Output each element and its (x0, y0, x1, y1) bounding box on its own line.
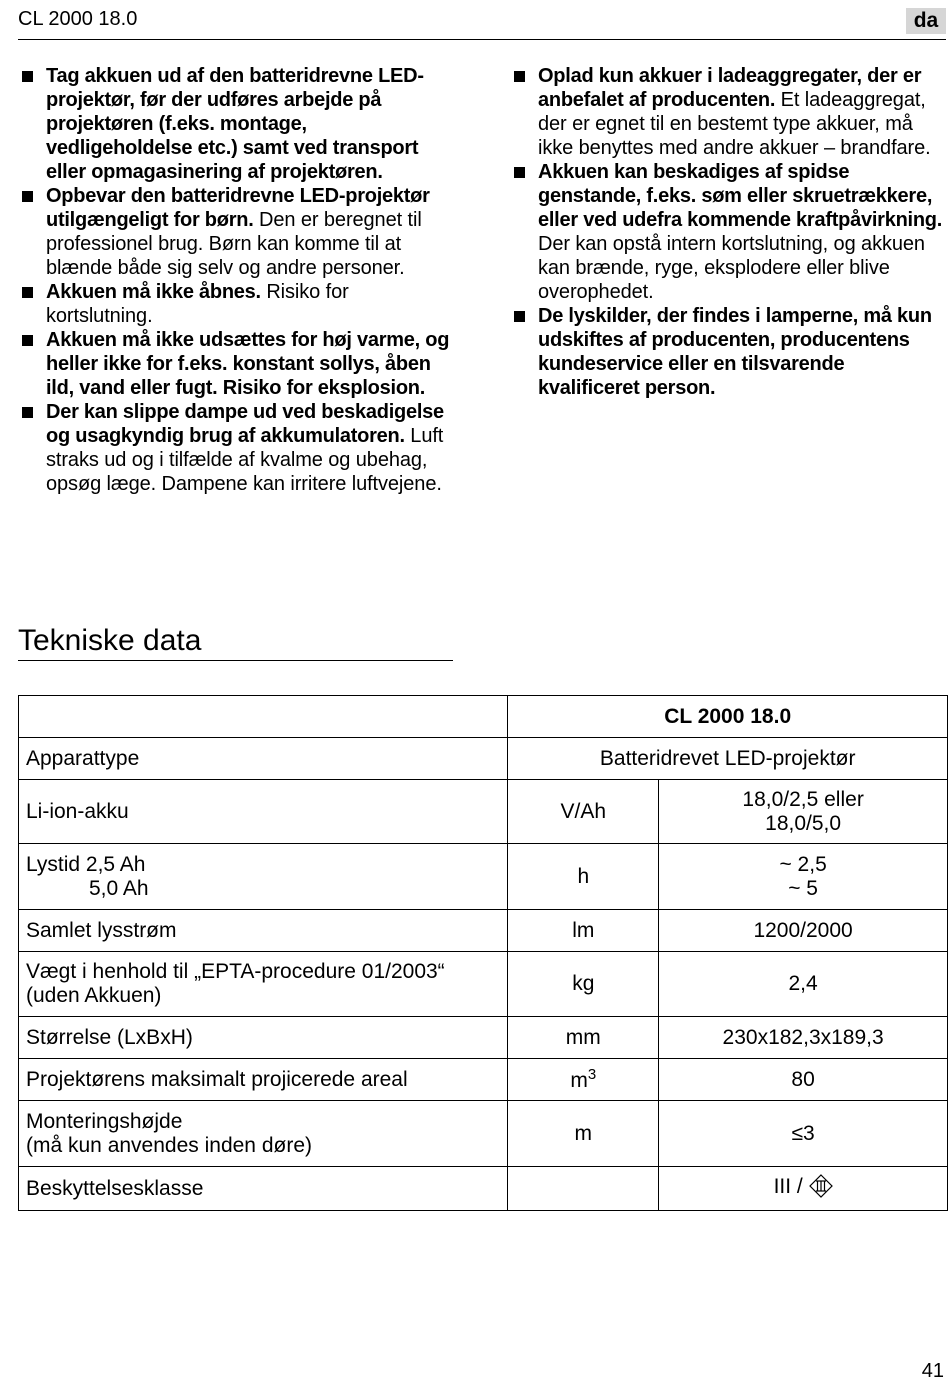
safety-note-bold: Opbevar den batteridrevne LED-projektør utilgængeligt for børn. (46, 185, 430, 231)
safety-note-text: Den er beregnet til professionel brug. Børn kan komme til at blænde både sig selv og andre personer. (46, 209, 422, 279)
table-cell-empty (19, 696, 508, 738)
safety-note (510, 160, 945, 304)
row-value: 1200/2000 (659, 910, 948, 952)
table-row (19, 844, 948, 910)
row-label-line: Lystid 2,5 Ah (26, 852, 146, 876)
document-header-title: CL 2000 18.0 (18, 8, 138, 30)
safety-note-bold: Akkuen må ikke åbnes. (46, 281, 261, 303)
row-value-line: ~ 5 (788, 876, 818, 900)
bullet-square-icon (22, 287, 33, 298)
row-unit: h (508, 844, 659, 910)
row-value (659, 1167, 948, 1211)
safety-note (18, 400, 458, 496)
table-row (19, 1101, 948, 1167)
table-row (19, 910, 948, 952)
page-number: 41 (921, 1360, 944, 1382)
table-row (19, 1167, 948, 1211)
row-label: Samlet lysstrøm (19, 910, 508, 952)
protection-class-text: III / (773, 1174, 809, 1198)
technical-data-table (18, 695, 948, 1211)
table-row (19, 780, 948, 844)
bullet-square-icon (514, 71, 525, 82)
row-value: ≤3 (659, 1101, 948, 1167)
safety-note-bold: De lyskilder, der findes i lamperne, må kun udskiftes af producenten, producentens kundeservice eller en tilsvarende kvalificeret person. (538, 305, 932, 399)
right-column-safety-notes (510, 64, 945, 400)
row-value-line: 18,0/2,5 eller (742, 787, 864, 811)
bullet-square-icon (22, 71, 33, 82)
row-label: Størrelse (LxBxH) (19, 1017, 508, 1059)
row-value (659, 844, 948, 910)
model-header: CL 2000 18.0 (508, 696, 948, 738)
safety-note (18, 280, 458, 328)
safety-note-bold: Der kan slippe dampe ud ved beskadigelse og usagkyndig brug af akkumulatoren. (46, 401, 444, 447)
row-label (19, 952, 508, 1017)
row-unit (508, 1167, 659, 1211)
section-title: Tekniske data (18, 624, 202, 657)
safety-note-text: Risiko for kortslutning. (46, 281, 349, 327)
safety-note (18, 64, 458, 184)
row-value-line: 18,0/5,0 (765, 811, 842, 835)
row-label-line: (må kun anvendes inden døre) (26, 1133, 312, 1157)
row-unit (508, 1059, 659, 1101)
table-row (19, 696, 948, 738)
safety-note-text: Et ladeaggregat, der er egnet til en bestemt type akkuer, må ikke benyttes med andre akkuer – brandfare. (538, 89, 931, 159)
safety-note-bold: Akkuen kan beskadiges af spidse genstande, f.eks. søm eller skruetrækkere, eller ved udefra kommende kraftpåvirkning. (538, 161, 943, 231)
safety-note-bold: Oplad kun akkuer i ladeaggregater, der er anbefalet af producenten. (538, 65, 922, 111)
bullet-square-icon (22, 335, 33, 346)
row-label (19, 1101, 508, 1167)
row-label (19, 844, 508, 910)
safety-note-bold: Akkuen må ikke udsættes for høj varme, og heller ikke for f.eks. konstant sollys, åben ild, vand eller fugt. Risiko for eksplosion. (46, 329, 450, 399)
table-row (19, 1017, 948, 1059)
row-label: Projektørens maksimalt projicerede areal (19, 1059, 508, 1101)
safety-note (18, 328, 458, 400)
row-label: Beskyttelsesklasse (19, 1167, 508, 1211)
language-badge: da (906, 8, 946, 34)
row-unit: kg (508, 952, 659, 1017)
row-label: Apparattype (19, 738, 508, 780)
row-label-line: Monteringshøjde (26, 1109, 183, 1133)
row-unit: mm (508, 1017, 659, 1059)
row-value: 80 (659, 1059, 948, 1101)
safety-note-text: Der kan opstå intern kortslutning, og akkuen kan brænde, ryge, eksplodere eller blive overophedet. (538, 233, 925, 303)
safety-note (18, 184, 458, 280)
row-label-line: (uden Akkuen) (26, 984, 162, 1007)
table-row (19, 952, 948, 1017)
row-label-line (26, 877, 500, 901)
unit-base: m (570, 1069, 588, 1092)
safety-note (510, 64, 945, 160)
safety-note (510, 304, 945, 400)
bullet-square-icon (22, 407, 33, 418)
bullet-square-icon (22, 191, 33, 202)
row-label-line: Vægt i henhold til „EPTA-procedure 01/2003“ (26, 960, 445, 983)
bullet-square-icon (514, 311, 525, 322)
row-label: Li-ion-akku (19, 780, 508, 844)
row-value: 2,4 (659, 952, 948, 1017)
unit-exponent: 3 (587, 1066, 597, 1083)
header-divider (18, 39, 946, 40)
row-label-subline: 5,0 Ah (89, 876, 149, 900)
row-unit: lm (508, 910, 659, 952)
protection-class-iii-icon (809, 1174, 833, 1204)
row-value: 230x182,3x189,3 (659, 1017, 948, 1059)
row-value-line: ~ 2,5 (779, 852, 827, 876)
section-title-underline (18, 660, 453, 661)
row-unit: m (508, 1101, 659, 1167)
row-unit: V/Ah (508, 780, 659, 844)
bullet-square-icon (514, 167, 525, 178)
left-column-safety-notes (18, 64, 458, 496)
row-value (659, 780, 948, 844)
safety-note-text: Luft straks ud og i tilfælde af kvalme og ubehag, opsøg læge. Dampene kan irritere luftvejene. (46, 425, 444, 495)
safety-note-bold: Tag akkuen ud af den batteridrevne LED-projektør, før der udføres arbejde på projektøren (f.eks. montage, vedligeholdelse etc.) samt ved transport eller opmagasinering af projektøren. (46, 65, 424, 183)
row-value: Batteridrevet LED-projektør (508, 738, 948, 780)
table-row (19, 1059, 948, 1101)
table-row (19, 738, 948, 780)
